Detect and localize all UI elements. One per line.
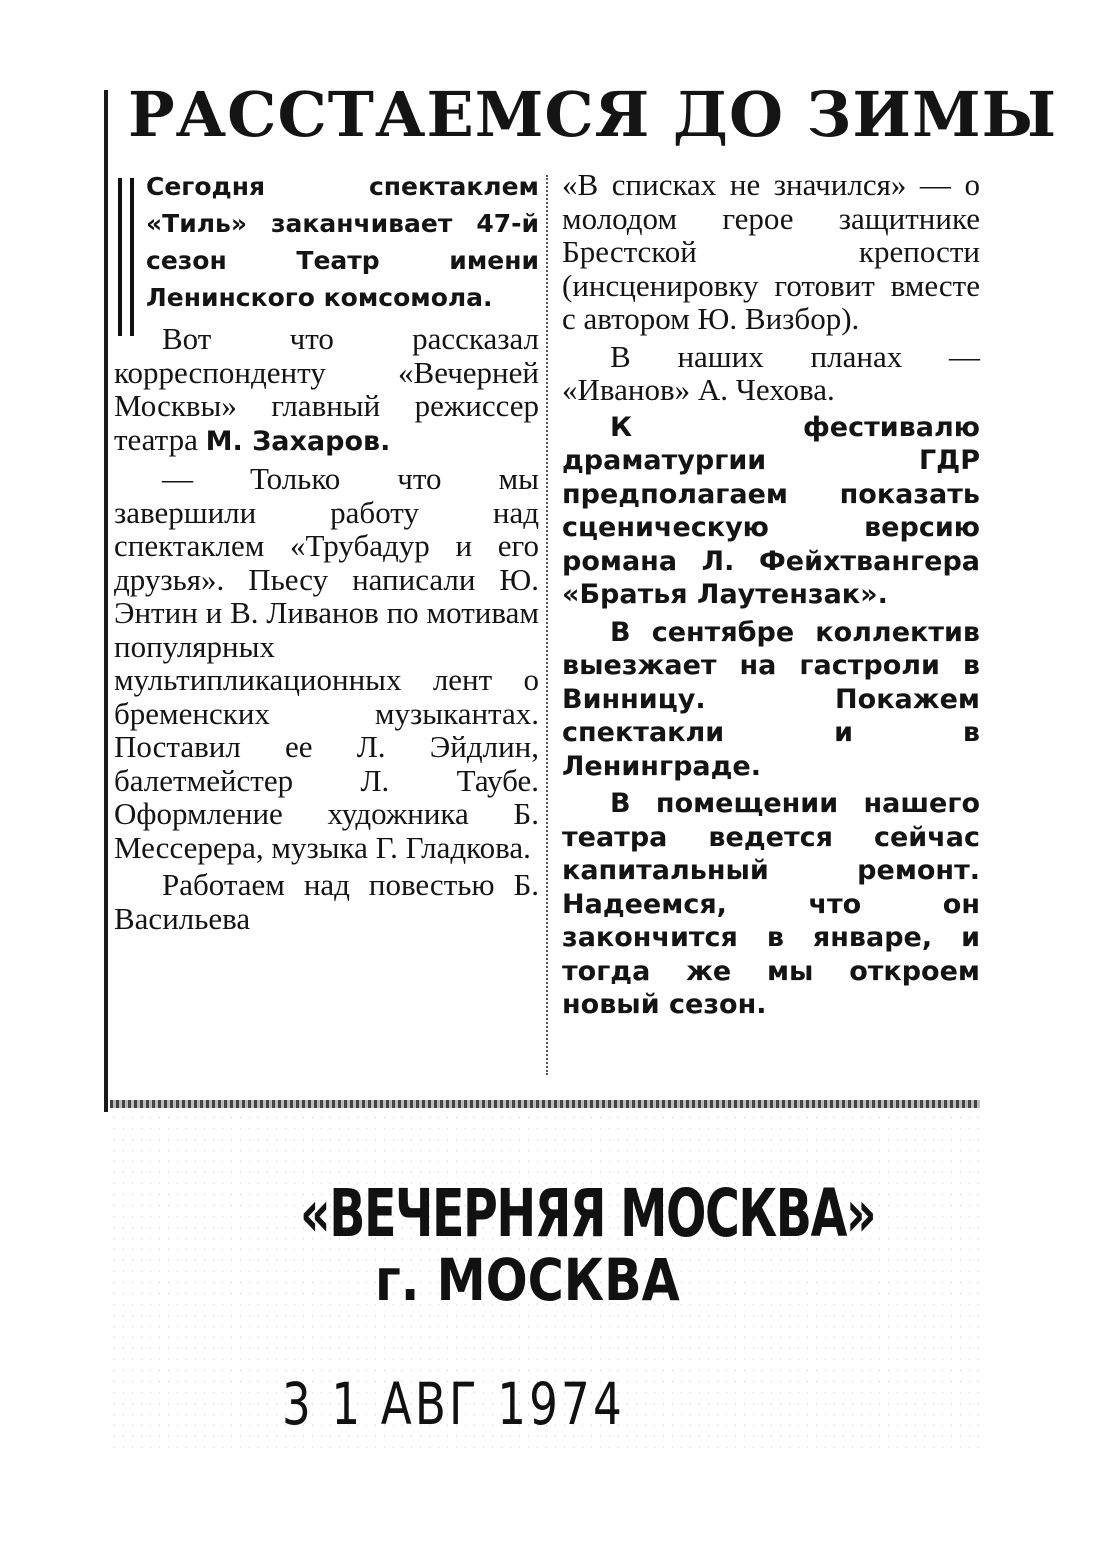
column-divider <box>546 175 550 1075</box>
paragraph: — Только что мы завершили работу над спектаклем «Трубадур и его друзья». Пьесу написали Ю. Энтин и В. Ливанов по мотивам популярных мультипликационных лент о бременских музыкантах. Поставил ее Л. Эйдлин, балетмейстер Л. Таубе. Оформление художника Б. Мессерера, музыка Г. Гладкова. <box>114 461 539 865</box>
article-lead <box>114 168 539 316</box>
author-name: М. Захаров. <box>205 425 391 457</box>
paragraph: В сентябре коллектив выезжает на гастроли в Винницу. Покажем спектакли и в Ленинграде. <box>562 616 980 782</box>
paragraph <box>114 322 539 458</box>
article-lead-text: Сегодня спектаклем «Тиль» заканчивает 47-й сезон Театр имени Ленинского комсомола. <box>146 172 539 312</box>
clipping-border <box>104 90 108 1112</box>
lead-marker-bar <box>118 178 134 336</box>
paragraph: Работаем над повестью Б. Васильева <box>114 867 539 936</box>
paragraph: В наших планах — «Иванов» А. Чехова. <box>562 338 980 407</box>
paragraph-text: Вот что рассказал корреспонденту «Вечерней Москвы» главный режиссер театра <box>114 321 539 457</box>
article-column-left <box>114 168 539 935</box>
article-column-right <box>562 168 980 1022</box>
article-headline: РАССТАЕМСЯ ДО ЗИМЫ <box>128 78 1058 151</box>
paragraph: К фестивалю драматургии ГДР предполагаем показать сценическую версию романа Л. Фейхтвангера «Братья Лаутензак». <box>562 411 980 610</box>
paragraph: «В списках не значился» — о молодом герое защитнике Брестской крепости (инсценировку готовит вместе с автором Ю. Визбор). <box>562 167 980 336</box>
stamp-city: г. МОСКВА <box>375 1246 680 1314</box>
stamp-date: 3 1 АВГ 1974 <box>282 1370 625 1438</box>
clipping-bottom-edge <box>110 1100 980 1108</box>
paragraph: В помещении нашего театра ведется сейчас капитальный ремонт. Надеемся, что он закончится в январе, и тогда же мы откроем новый сезон. <box>562 788 980 1020</box>
stamp-newspaper-name: «ВЕЧЕРНЯЯ МОСКВА» <box>300 1175 876 1252</box>
